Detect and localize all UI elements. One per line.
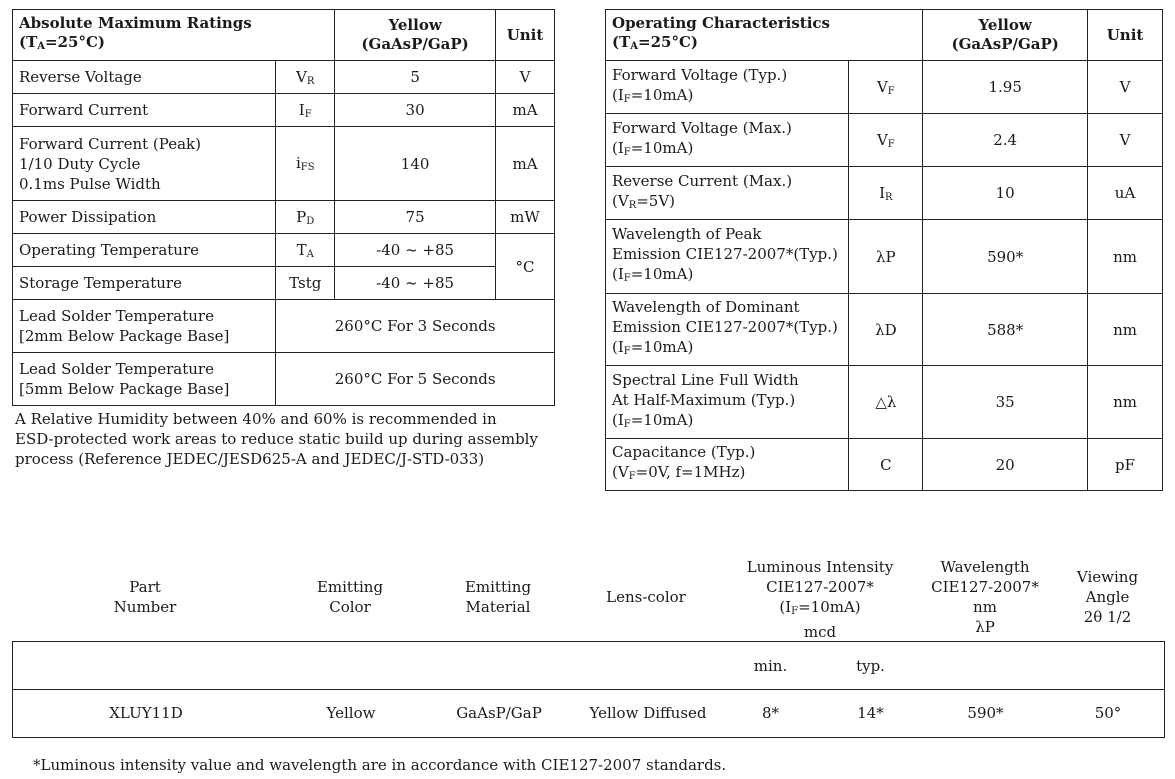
table-row: Wavelength of Peak Emission CIE127-2007*(Typ.) $(I_F=10mA)$ λP 590* nm (606, 220, 1163, 294)
header-part-number: Part Number (113, 578, 177, 616)
table-row: Forward Voltage (Max.) $(I_F=10mA)$ $V_F$ 2.4 V (606, 114, 1163, 167)
table-row: Forward Current $I_F$ 30 mA (13, 94, 555, 127)
typ-label: typ. (856, 657, 885, 675)
amr-header-unit: Unit (496, 10, 555, 61)
emitting-material-value: GaAsP/GaP (456, 704, 542, 722)
header-viewing-angle: Viewing Angle 2θ 1/2 (1076, 568, 1139, 626)
operating-characteristics-table (605, 9, 1163, 491)
table-row: Forward Current (Peak) 1/10 Duty Cycle 0.1ms Pulse Width $i_{FS}$ 140 mA (13, 127, 555, 201)
table-row: Capacitance (Typ.) ($V_F=0V$, f=1MHz) C 20 pF (606, 439, 1163, 491)
amr-header-yellow: Yellow (GaAsP/GaP) (335, 10, 496, 61)
table-row: Storage Temperature Tstg -40 ~ +85 (13, 267, 555, 300)
table-row: Lead Solder Temperature [5mm Below Package Base] 260°C For 5 Seconds (13, 353, 555, 406)
viewing-angle-value: 50° (1094, 704, 1122, 722)
table-row: Lead Solder Temperature [2mm Below Package Base] 260°C For 3 Seconds (13, 300, 555, 353)
footnote: *Luminous intensity value and wavelength are in accordance with CIE127-2007 standards. (33, 756, 727, 774)
part-number-table (12, 641, 1165, 738)
header-lens-color: Lens-color (606, 588, 686, 606)
luminous-typ-value: 14* (857, 704, 884, 722)
absolute-maximum-ratings-table (12, 9, 555, 406)
header-emitting-material: Emitting Material (464, 578, 532, 616)
table-row: Spectral Line Full Width At Half-Maximum (Typ.) $(I_F=10mA)$ △λ 35 nm (606, 366, 1163, 439)
table-row: Power Dissipation $P_D$ 75 mW (13, 201, 555, 234)
table-divider (13, 689, 1164, 690)
amr-header-title: Absolute Maximum Ratings $(T_A=25^\circ C)$ (13, 10, 335, 61)
luminous-min-value: 8* (761, 704, 780, 722)
table-row: Reverse Current (Max.) $(V_R=5V)$ $I_R$ 10 uA (606, 167, 1163, 220)
table-row: Forward Voltage (Typ.) $(I_F=10mA)$ $V_F$ 1.95 V (606, 61, 1163, 114)
table-row: Reverse Voltage $V_R$ 5 V (13, 61, 555, 94)
min-label: min. (753, 657, 788, 675)
lens-color-value: Yellow Diffused (589, 704, 707, 722)
table-row: Wavelength of Dominant Emission CIE127-2007*(Typ.) $(I_F=10mA)$ λD 588* nm (606, 294, 1163, 366)
table-row: Operating Temperature $T_A$ -40 ~ +85 °C (13, 234, 555, 267)
header-emitting-color: Emitting Color (316, 578, 384, 616)
wavelength-value: 590* (967, 704, 1004, 722)
header-wavelength: Wavelength CIE127-2007* nm λP (931, 558, 1039, 636)
oc-header-title: Operating Characteristics $(T_A=25^\circ C)$ (606, 10, 923, 61)
oc-header-unit: Unit (1088, 10, 1163, 61)
part-number-value: XLUY11D (109, 704, 183, 722)
oc-header-yellow: Yellow (GaAsP/GaP) (923, 10, 1088, 61)
emitting-color-value: Yellow (326, 704, 376, 722)
header-luminous-intensity: Luminous Intensity CIE127-2007* $(I_F=10mA)$ mcd (746, 558, 894, 641)
humidity-note: A Relative Humidity between 40% and 60% is recommended in ESD-protected work areas to reduce static build up during assembly process (Reference JEDEC/JESD625-A and JEDEC/J-STD-033) (15, 410, 538, 468)
